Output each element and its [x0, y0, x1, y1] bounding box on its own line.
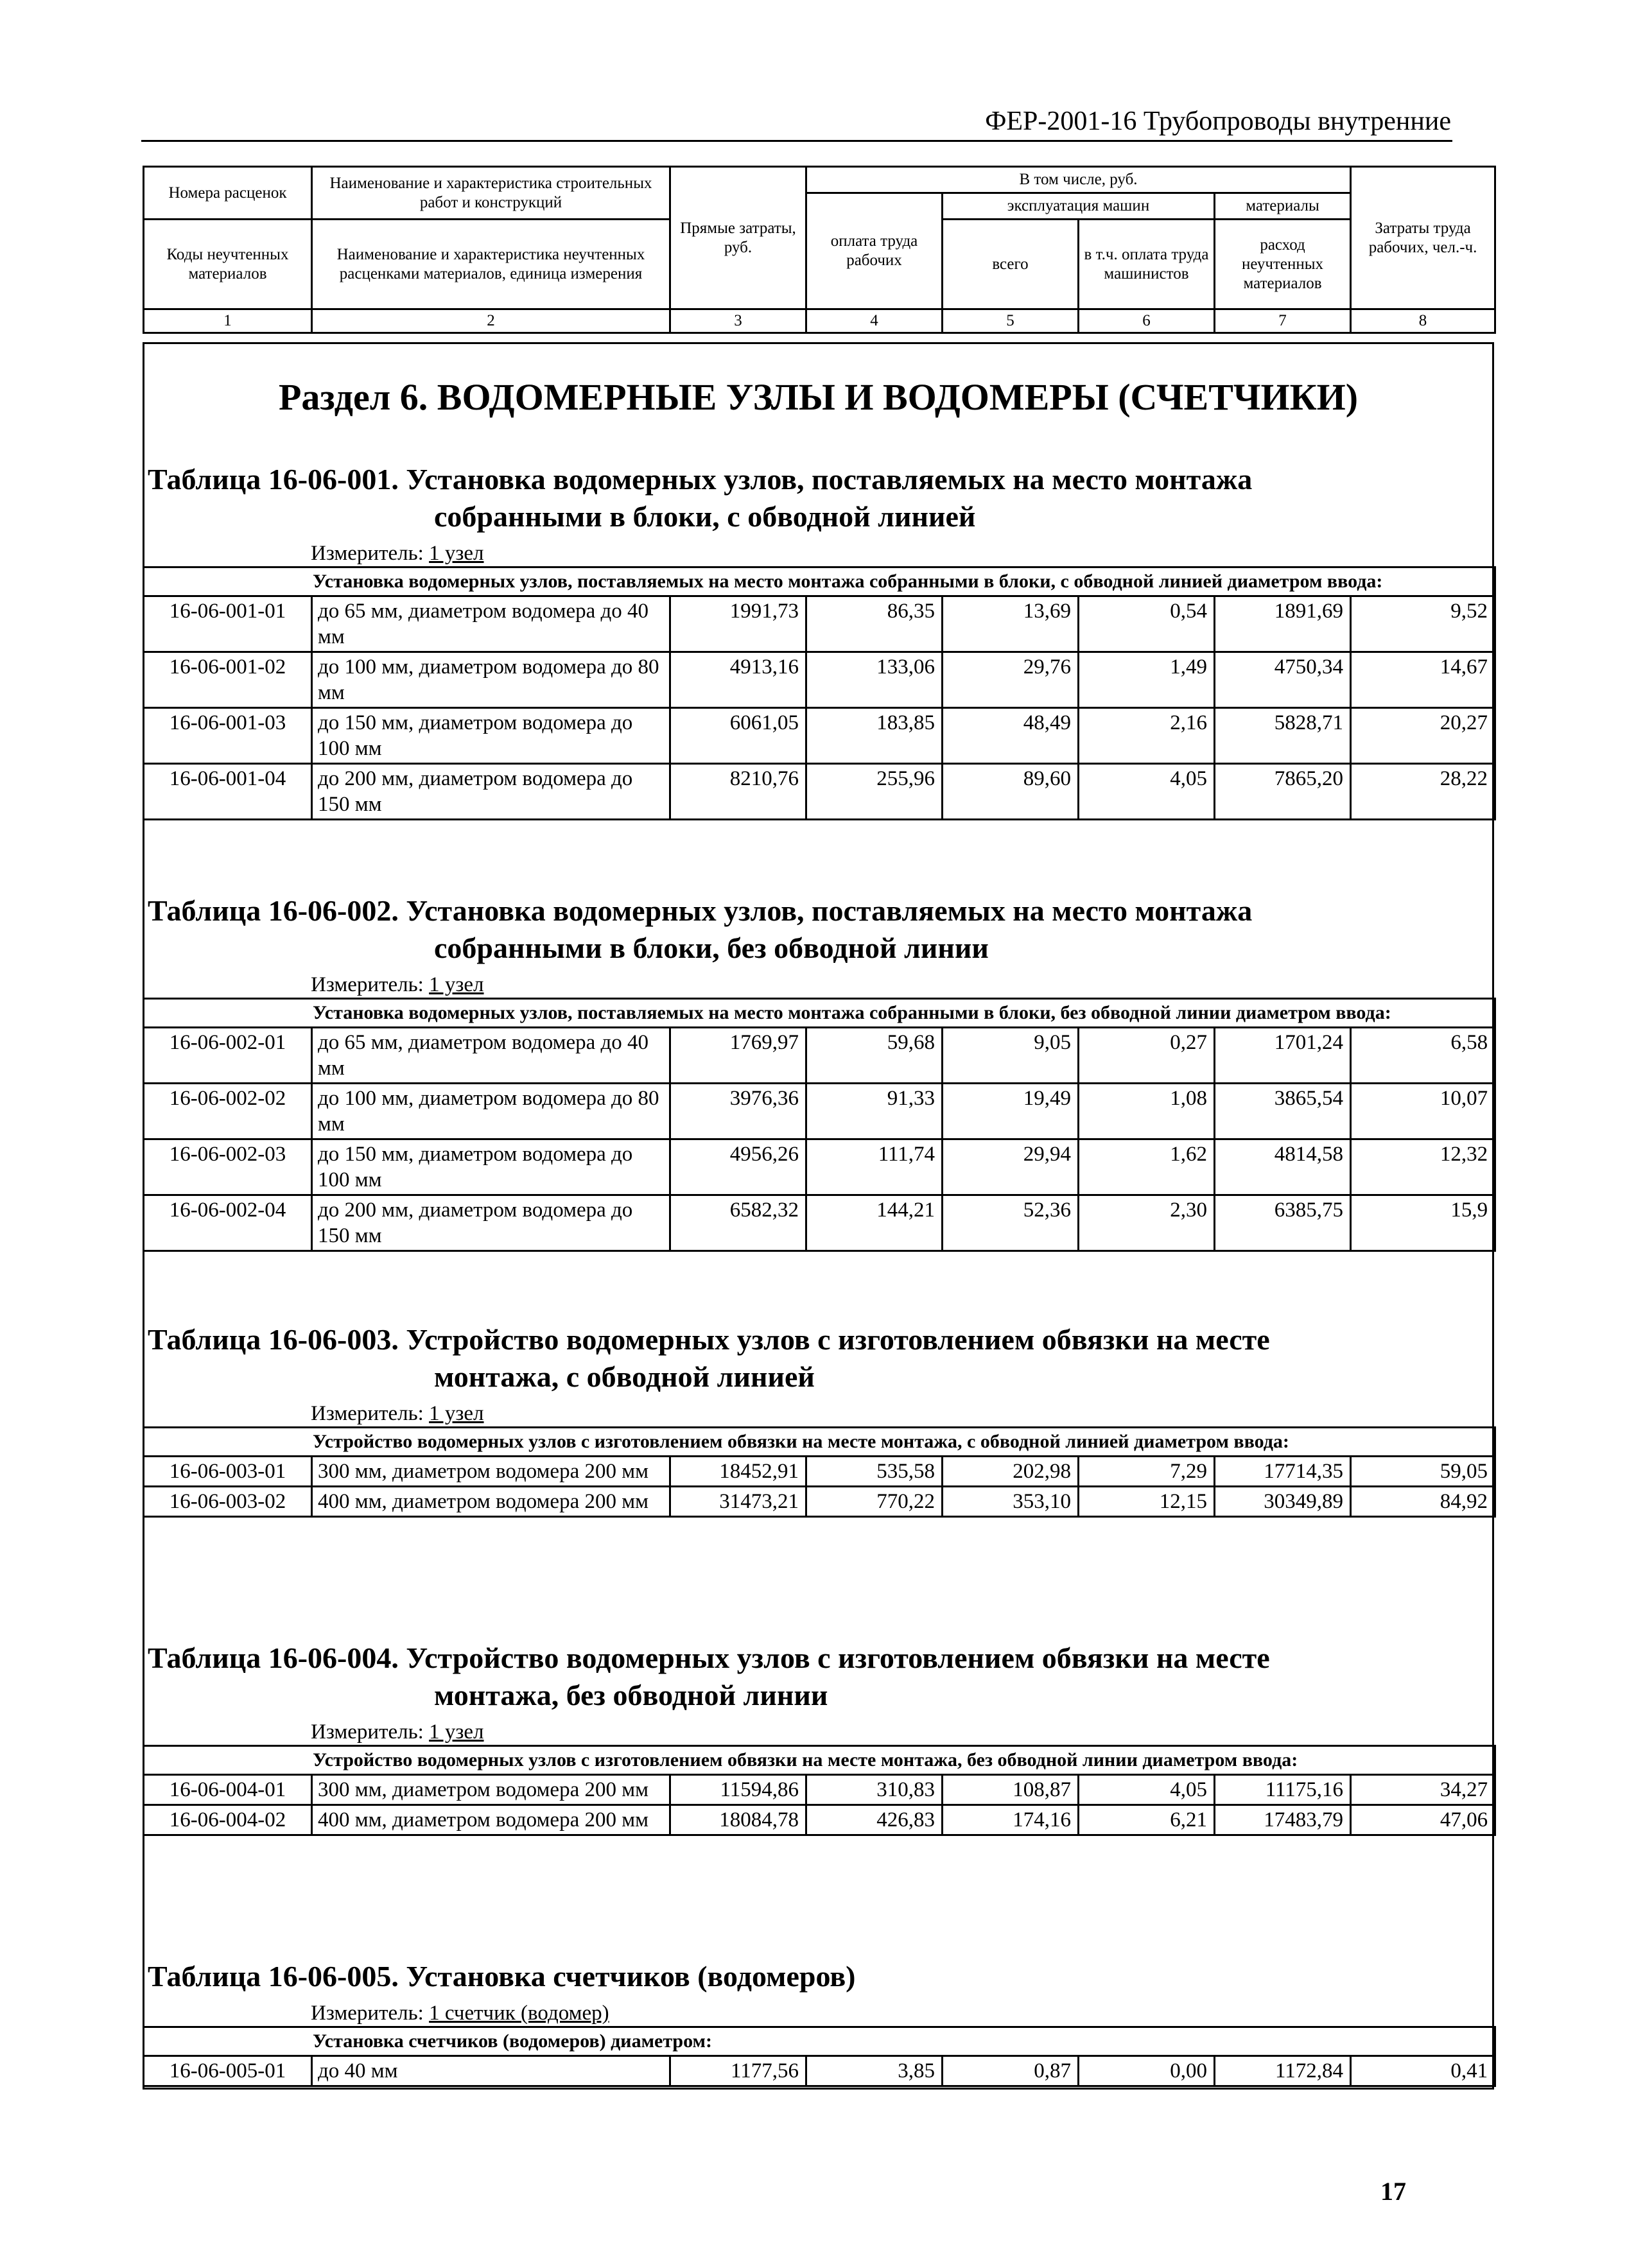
- incl-header: В том числе, руб.: [806, 167, 1351, 193]
- column-number: 8: [1351, 309, 1495, 333]
- table-title-line: монтажа, с обводной линией: [434, 1360, 815, 1393]
- worker-pay: 3,85: [806, 2056, 943, 2086]
- machines-total: 13,69: [943, 596, 1079, 652]
- col4-header: оплата труда рабочих: [806, 193, 943, 309]
- direct-cost: 6582,32: [670, 1195, 806, 1251]
- rate-description: до 200 мм, диаметром водомера до 150 мм: [312, 764, 670, 820]
- table-row: [144, 1195, 1495, 1251]
- direct-cost: 6061,05: [670, 708, 806, 764]
- rates-table: [143, 1426, 1496, 1518]
- table-title-line: Таблица 16-06-004. Устройство водомерных узлов с изготовлением обвязки на месте: [148, 1641, 1270, 1674]
- rate-code: 16-06-003-01: [144, 1457, 312, 1487]
- labor-hours: 47,06: [1351, 1805, 1495, 1835]
- operator-pay: 2,16: [1079, 708, 1215, 764]
- table-block: [143, 1640, 1494, 1836]
- machines-total: 353,10: [943, 1487, 1079, 1517]
- materials-cost: 30349,89: [1215, 1487, 1351, 1517]
- rate-description: до 65 мм, диаметром водомера до 40 мм: [312, 1028, 670, 1084]
- group-heading: Устройство водомерных узлов с изготовлением обвязки на месте монтажа, с обводной линией диаметром ввода:: [144, 1428, 1495, 1457]
- operator-pay: 1,62: [1079, 1139, 1215, 1195]
- table-title-line: Таблица 16-06-005. Установка счетчиков (водомеров): [148, 1960, 856, 1993]
- measure-unit: [311, 2000, 1494, 2026]
- materials-cost: 6385,75: [1215, 1195, 1351, 1251]
- direct-cost: 1177,56: [670, 2056, 806, 2086]
- worker-pay: 770,22: [806, 1487, 943, 1517]
- table-title-line: Таблица 16-06-001. Установка водомерных узлов, поставляемых на место монтажа: [148, 463, 1253, 496]
- labor-hours: 59,05: [1351, 1457, 1495, 1487]
- worker-pay: 111,74: [806, 1139, 943, 1195]
- labor-hours: 20,27: [1351, 708, 1495, 764]
- rate-code: 16-06-005-01: [144, 2056, 312, 2086]
- measure-value: 1 узел: [429, 1720, 484, 1744]
- labor-hours: 15,9: [1351, 1195, 1495, 1251]
- operator-pay: 1,08: [1079, 1084, 1215, 1139]
- direct-cost: 3976,36: [670, 1084, 806, 1139]
- rates-table: [143, 2026, 1496, 2087]
- table-row: [144, 1139, 1495, 1195]
- rate-code: 16-06-001-04: [144, 764, 312, 820]
- page-number: 17: [1380, 2177, 1406, 2206]
- col2-header-bottom: Наименование и характеристика неучтенных расценками материалов, единица измерения: [312, 220, 670, 309]
- worker-pay: 426,83: [806, 1805, 943, 1835]
- table-row: [144, 2056, 1495, 2086]
- rate-description: до 150 мм, диаметром водомера до 100 мм: [312, 708, 670, 764]
- materials-cost: 1891,69: [1215, 596, 1351, 652]
- materials-cost: 1172,84: [1215, 2056, 1351, 2086]
- worker-pay: 59,68: [806, 1028, 943, 1084]
- table-title: [143, 1640, 1494, 1714]
- col1-header-top: Номера расценок: [144, 167, 312, 220]
- direct-cost: 18452,91: [670, 1457, 806, 1487]
- table-title: [143, 892, 1494, 967]
- rate-code: 16-06-002-03: [144, 1139, 312, 1195]
- rate-description: до 200 мм, диаметром водомера до 150 мм: [312, 1195, 670, 1251]
- table-row: [144, 1775, 1495, 1805]
- machines-total: 174,16: [943, 1805, 1079, 1835]
- worker-pay: 91,33: [806, 1084, 943, 1139]
- machines-total: 0,87: [943, 2056, 1079, 2086]
- machines-total: 108,87: [943, 1775, 1079, 1805]
- worker-pay: 86,35: [806, 596, 943, 652]
- section-title: Раздел 6. ВОДОМЕРНЫЕ УЗЛЫ И ВОДОМЕРЫ (СЧЕТЧИКИ): [278, 376, 1359, 418]
- rate-description: 400 мм, диаметром водомера 200 мм: [312, 1487, 670, 1517]
- direct-cost: 31473,21: [670, 1487, 806, 1517]
- rates-table: [143, 566, 1496, 820]
- table-block: [143, 892, 1494, 1252]
- operator-pay: 0,54: [1079, 596, 1215, 652]
- table-row: [144, 1487, 1495, 1517]
- rate-code: 16-06-004-01: [144, 1775, 312, 1805]
- measure-label: Измеритель:: [311, 542, 424, 565]
- table-block: [143, 1321, 1494, 1518]
- column-number: 5: [943, 309, 1079, 333]
- rate-code: 16-06-002-02: [144, 1084, 312, 1139]
- worker-pay: 255,96: [806, 764, 943, 820]
- rate-code: 16-06-002-01: [144, 1028, 312, 1084]
- labor-hours: 12,32: [1351, 1139, 1495, 1195]
- measure-label: Измеритель:: [311, 973, 424, 996]
- table-row: [144, 708, 1495, 764]
- table-title: [143, 461, 1494, 535]
- table-row: [144, 596, 1495, 652]
- measure-label: Измеритель:: [311, 1720, 424, 1744]
- table-title: [143, 1321, 1494, 1396]
- table-row: [144, 1028, 1495, 1084]
- column-header-table: [143, 166, 1496, 334]
- group-heading: Устройство водомерных узлов с изготовлением обвязки на месте монтажа, без обводной линии диаметром ввода:: [144, 1746, 1495, 1775]
- machines-header: эксплуатация машин: [943, 193, 1215, 220]
- table-row: [144, 1084, 1495, 1139]
- group-heading: Установка счетчиков (водомеров) диаметром:: [144, 2027, 1495, 2056]
- rate-code: 16-06-003-02: [144, 1487, 312, 1517]
- machines-total: 19,49: [943, 1084, 1079, 1139]
- operator-pay: 4,05: [1079, 764, 1215, 820]
- machines-total: 9,05: [943, 1028, 1079, 1084]
- col7-header: расход неучтенных материалов: [1215, 220, 1351, 309]
- rate-description: 300 мм, диаметром водомера 200 мм: [312, 1457, 670, 1487]
- measure-label: Измеритель:: [311, 2002, 424, 2025]
- labor-hours: 28,22: [1351, 764, 1495, 820]
- table-row: [144, 1457, 1495, 1487]
- operator-pay: 1,49: [1079, 652, 1215, 708]
- measure-value: 1 узел: [429, 973, 484, 996]
- materials-cost: 7865,20: [1215, 764, 1351, 820]
- rate-code: 16-06-004-02: [144, 1805, 312, 1835]
- worker-pay: 535,58: [806, 1457, 943, 1487]
- rate-code: 16-06-002-04: [144, 1195, 312, 1251]
- measure-unit: [311, 541, 1494, 566]
- header-rule: [141, 140, 1452, 142]
- col5-header: всего: [943, 220, 1079, 309]
- col1-header-bottom: Коды неучтенных материалов: [144, 220, 312, 309]
- table-block: [143, 461, 1494, 820]
- labor-hours: 6,58: [1351, 1028, 1495, 1084]
- rate-code: 16-06-001-01: [144, 596, 312, 652]
- table-title: [143, 1958, 1494, 1995]
- materials-cost: 17483,79: [1215, 1805, 1351, 1835]
- measure-unit: [311, 972, 1494, 998]
- labor-hours: 34,27: [1351, 1775, 1495, 1805]
- direct-cost: 11594,86: [670, 1775, 806, 1805]
- measure-label: Измеритель:: [311, 1402, 424, 1425]
- group-heading: Установка водомерных узлов, поставляемых на место монтажа собранными в блоки, без обводной линии диаметром ввода:: [144, 999, 1495, 1028]
- measure-value: 1 узел: [429, 1402, 484, 1425]
- rate-description: 400 мм, диаметром водомера 200 мм: [312, 1805, 670, 1835]
- measure-unit: [311, 1401, 1494, 1426]
- rate-description: до 40 мм: [312, 2056, 670, 2086]
- direct-cost: 1769,97: [670, 1028, 806, 1084]
- rate-description: 300 мм, диаметром водомера 200 мм: [312, 1775, 670, 1805]
- worker-pay: 144,21: [806, 1195, 943, 1251]
- direct-cost: 1991,73: [670, 596, 806, 652]
- table-title-line: Таблица 16-06-002. Установка водомерных узлов, поставляемых на место монтажа: [148, 894, 1253, 927]
- table-row: [144, 1805, 1495, 1835]
- column-number: 1: [144, 309, 312, 333]
- column-number: 6: [1079, 309, 1215, 333]
- column-number: 4: [806, 309, 943, 333]
- machines-total: 202,98: [943, 1457, 1079, 1487]
- rate-description: до 150 мм, диаметром водомера до 100 мм: [312, 1139, 670, 1195]
- table-block: [143, 1958, 1494, 2087]
- rates-table: [143, 1745, 1496, 1836]
- col2-header-top: Наименование и характеристика строительных работ и конструкций: [312, 167, 670, 220]
- materials-cost: 1701,24: [1215, 1028, 1351, 1084]
- machines-total: 52,36: [943, 1195, 1079, 1251]
- machines-total: 48,49: [943, 708, 1079, 764]
- labor-hours: 9,52: [1351, 596, 1495, 652]
- labor-hours: 84,92: [1351, 1487, 1495, 1517]
- rate-description: до 65 мм, диаметром водомера до 40 мм: [312, 596, 670, 652]
- col8-header: Затраты труда рабочих, чел.-ч.: [1351, 167, 1495, 309]
- rate-code: 16-06-001-03: [144, 708, 312, 764]
- col6-header: в т.ч. оплата труда машинистов: [1079, 220, 1215, 309]
- operator-pay: 0,00: [1079, 2056, 1215, 2086]
- labor-hours: 14,67: [1351, 652, 1495, 708]
- worker-pay: 183,85: [806, 708, 943, 764]
- table-title-line: Таблица 16-06-003. Устройство водомерных узлов с изготовлением обвязки на месте: [148, 1323, 1270, 1356]
- operator-pay: 6,21: [1079, 1805, 1215, 1835]
- rate-code: 16-06-001-02: [144, 652, 312, 708]
- table-row: [144, 764, 1495, 820]
- materials-cost: 4814,58: [1215, 1139, 1351, 1195]
- machines-total: 29,94: [943, 1139, 1079, 1195]
- direct-cost: 4956,26: [670, 1139, 806, 1195]
- materials-cost: 17714,35: [1215, 1457, 1351, 1487]
- worker-pay: 310,83: [806, 1775, 943, 1805]
- measure-value: 1 узел: [429, 542, 484, 565]
- rate-description: до 100 мм, диаметром водомера до 80 мм: [312, 1084, 670, 1139]
- direct-cost: 18084,78: [670, 1805, 806, 1835]
- labor-hours: 10,07: [1351, 1084, 1495, 1139]
- col3-header: Прямые затраты, руб.: [670, 167, 806, 309]
- materials-cost: 5828,71: [1215, 708, 1351, 764]
- column-number: 7: [1215, 309, 1351, 333]
- materials-header: материалы: [1215, 193, 1351, 220]
- machines-total: 89,60: [943, 764, 1079, 820]
- table-title-line: монтажа, без обводной линии: [434, 1679, 828, 1711]
- machines-total: 29,76: [943, 652, 1079, 708]
- operator-pay: 7,29: [1079, 1457, 1215, 1487]
- labor-hours: 0,41: [1351, 2056, 1495, 2086]
- direct-cost: 4913,16: [670, 652, 806, 708]
- worker-pay: 133,06: [806, 652, 943, 708]
- materials-cost: 3865,54: [1215, 1084, 1351, 1139]
- group-heading: Установка водомерных узлов, поставляемых на место монтажа собранными в блоки, с обводной линией диаметром ввода:: [144, 567, 1495, 596]
- rates-table: [143, 998, 1496, 1252]
- column-number: 2: [312, 309, 670, 333]
- direct-cost: 8210,76: [670, 764, 806, 820]
- table-title-line: собранными в блоки, без обводной линии: [434, 931, 989, 964]
- materials-cost: 4750,34: [1215, 652, 1351, 708]
- operator-pay: 2,30: [1079, 1195, 1215, 1251]
- materials-cost: 11175,16: [1215, 1775, 1351, 1805]
- column-number: 3: [670, 309, 806, 333]
- operator-pay: 0,27: [1079, 1028, 1215, 1084]
- running-header: ФЕР-2001-16 Трубопроводы внутренние: [985, 107, 1451, 136]
- rate-description: до 100 мм, диаметром водомера до 80 мм: [312, 652, 670, 708]
- operator-pay: 12,15: [1079, 1487, 1215, 1517]
- operator-pay: 4,05: [1079, 1775, 1215, 1805]
- measure-unit: [311, 1719, 1494, 1745]
- table-title-line: собранными в блоки, с обводной линией: [434, 500, 976, 533]
- table-row: [144, 652, 1495, 708]
- measure-value: 1 счетчик (водомер): [429, 2002, 609, 2025]
